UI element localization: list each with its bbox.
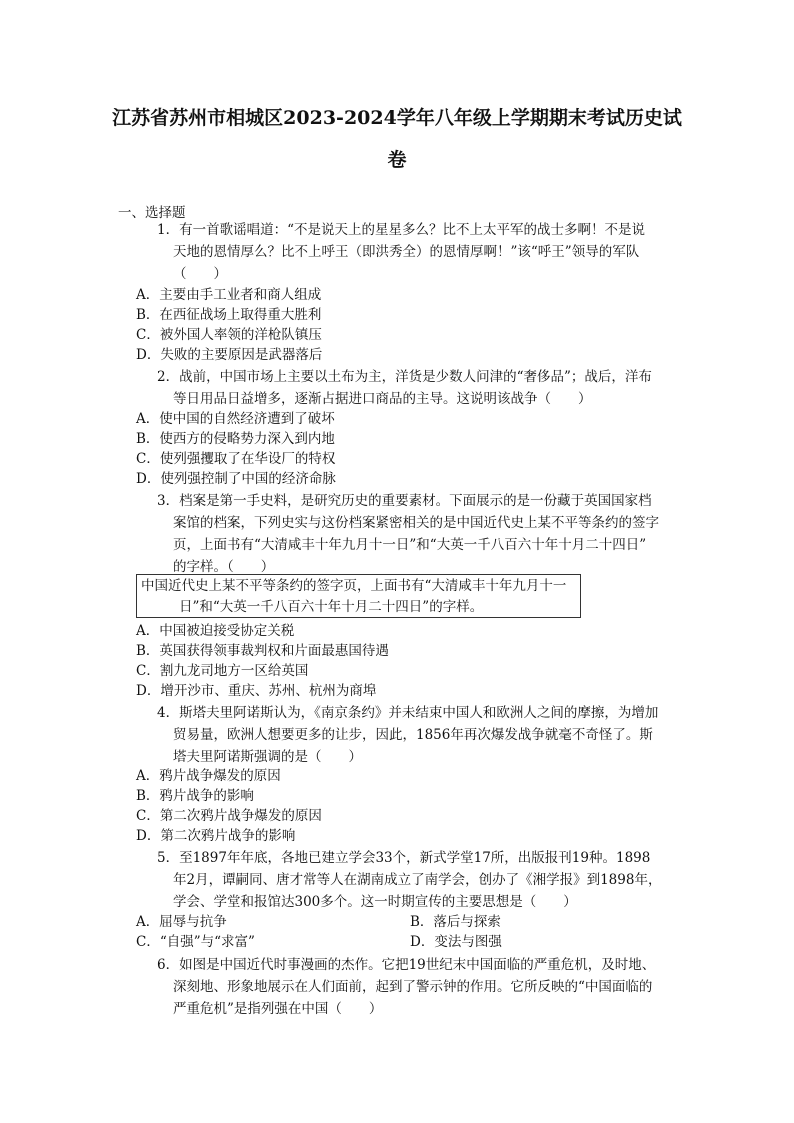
option-d[interactable]: D．失败的主要原因是武器落后 bbox=[136, 347, 323, 363]
question-text: 严重危机”是指列强在中国（ ） bbox=[173, 1001, 383, 1017]
option-b[interactable]: B．鸦片战争的影响 bbox=[136, 788, 254, 804]
question-text: 战前，中国市场上主要以土布为主，洋货是少数人问津的“奢侈品”；战后，洋布 bbox=[179, 369, 652, 385]
question-3 bbox=[157, 490, 677, 578]
option-d[interactable]: D．增开沙市、重庆、苏州、杭州为商埠 bbox=[136, 683, 377, 699]
question-text: 塔夫里阿诺斯强调的是（ ） bbox=[173, 749, 362, 765]
exam-title-line2: 卷 bbox=[387, 149, 407, 171]
source-text: 日”和“大英一千八百六十年十月二十四日”的字样。 bbox=[179, 599, 484, 615]
question-number: 3． bbox=[157, 493, 180, 509]
question-text: 的字样。（ ） bbox=[173, 559, 275, 575]
question-text: 案馆的档案，下列史实与这份档案紧密相关的是中国近代史上某不平等条约的签字 bbox=[173, 515, 659, 531]
option-b[interactable]: B．落后与探索 bbox=[410, 914, 501, 930]
section-heading: 一、选择题 bbox=[118, 205, 186, 221]
question-text: 页，上面书有“大清咸丰十年九月十一日”和“大英一千八百六十年十月二十四日” bbox=[173, 537, 647, 553]
option-a[interactable]: A．鸦片战争爆发的原因 bbox=[136, 768, 281, 784]
question-number: 4． bbox=[157, 705, 180, 721]
question-4 bbox=[157, 702, 677, 768]
question-number: 5． bbox=[157, 850, 180, 866]
option-c[interactable]: C．第二次鸦片战争爆发的原因 bbox=[136, 808, 322, 824]
option-d[interactable]: D．使列强控制了中国的经济命脉 bbox=[136, 471, 336, 487]
archive-source-box bbox=[136, 574, 581, 618]
question-text: 贸易量，欧洲人想要更多的让步，因此，1856年再次爆发战争就毫不奇怪了。斯 bbox=[173, 727, 653, 743]
option-c[interactable]: C．割九龙司地方一区给英国 bbox=[136, 663, 309, 679]
exam-title-line1: 江苏省苏州市相城区2023-2024学年八年级上学期期末考试历史试 bbox=[112, 107, 682, 129]
source-text: 中国近代史上某不平等条约的签字页，上面书有“大清咸丰十年九月十一 bbox=[141, 578, 567, 594]
question-text: 深刻地、形象地展示在人们面前，起到了警示钟的作用。它所反映的“中国面临的 bbox=[173, 979, 653, 995]
question-text: 斯塔夫里阿诺斯认为，《南京条约》并未结束中国人和欧洲人之间的摩擦，为增加 bbox=[179, 705, 659, 721]
question-2 bbox=[157, 366, 677, 410]
option-d[interactable]: D．第二次鸦片战争的影响 bbox=[136, 828, 296, 844]
option-b[interactable]: B．英国获得领事裁判权和片面最惠国待遇 bbox=[136, 643, 389, 659]
option-c[interactable]: C．被外国人率领的洋枪队镇压 bbox=[136, 327, 322, 343]
question-text: 至1897年年底，各地已建立学会33个，新式学堂17所，出版报刊19种。1898 bbox=[179, 850, 651, 866]
question-number: 6． bbox=[157, 957, 180, 973]
question-text: 年2月，谭嗣同、唐才常等人在湖南成立了南学会，创办了《湘学报》到1898年， bbox=[173, 872, 662, 888]
question-text: 档案是第一手史料，是研究历史的重要素材。下面展示的是一份藏于英国国家档 bbox=[179, 493, 652, 509]
question-6 bbox=[157, 954, 677, 1020]
option-a[interactable]: A．主要由手工业者和商人组成 bbox=[136, 287, 322, 303]
option-c[interactable]: C．使列强攫取了在华设厂的特权 bbox=[136, 451, 336, 467]
option-a[interactable]: A．屈辱与抗争 bbox=[136, 914, 227, 930]
option-d[interactable]: D．变法与图强 bbox=[410, 934, 502, 950]
option-c[interactable]: C．“自强”与“求富” bbox=[136, 934, 255, 950]
option-b[interactable]: B．使西方的侵略势力深入到内地 bbox=[136, 431, 335, 447]
question-text: 天地的恩情厚么？比不上呼王（即洪秀全）的恩情厚啊！”该“呼王”领导的军队 bbox=[173, 244, 640, 260]
question-text: 学会、学堂和报馆达300多个。这一时期宣传的主要思想是（ ） bbox=[173, 894, 577, 910]
option-a[interactable]: A．使中国的自然经济遭到了破坏 bbox=[136, 411, 335, 427]
option-b[interactable]: B．在西征战场上取得重大胜利 bbox=[136, 307, 322, 323]
question-text: 有一首歌谣唱道：“不是说天上的星星多么？比不上太平军的战士多啊！不是说 bbox=[179, 222, 645, 238]
question-number: 1． bbox=[157, 222, 180, 238]
question-text: 如图是中国近代时事漫画的杰作。它把19世纪末中国面临的严重危机，及时地、 bbox=[179, 957, 656, 973]
question-5 bbox=[157, 847, 677, 913]
question-text: （ ） bbox=[173, 266, 227, 282]
question-number: 2． bbox=[157, 369, 180, 385]
question-text: 等日用品日益增多，逐渐占据进口商品的主导。这说明该战争（ ） bbox=[173, 391, 592, 407]
question-1 bbox=[157, 219, 677, 285]
option-a[interactable]: A．中国被迫接受协定关税 bbox=[136, 623, 295, 639]
